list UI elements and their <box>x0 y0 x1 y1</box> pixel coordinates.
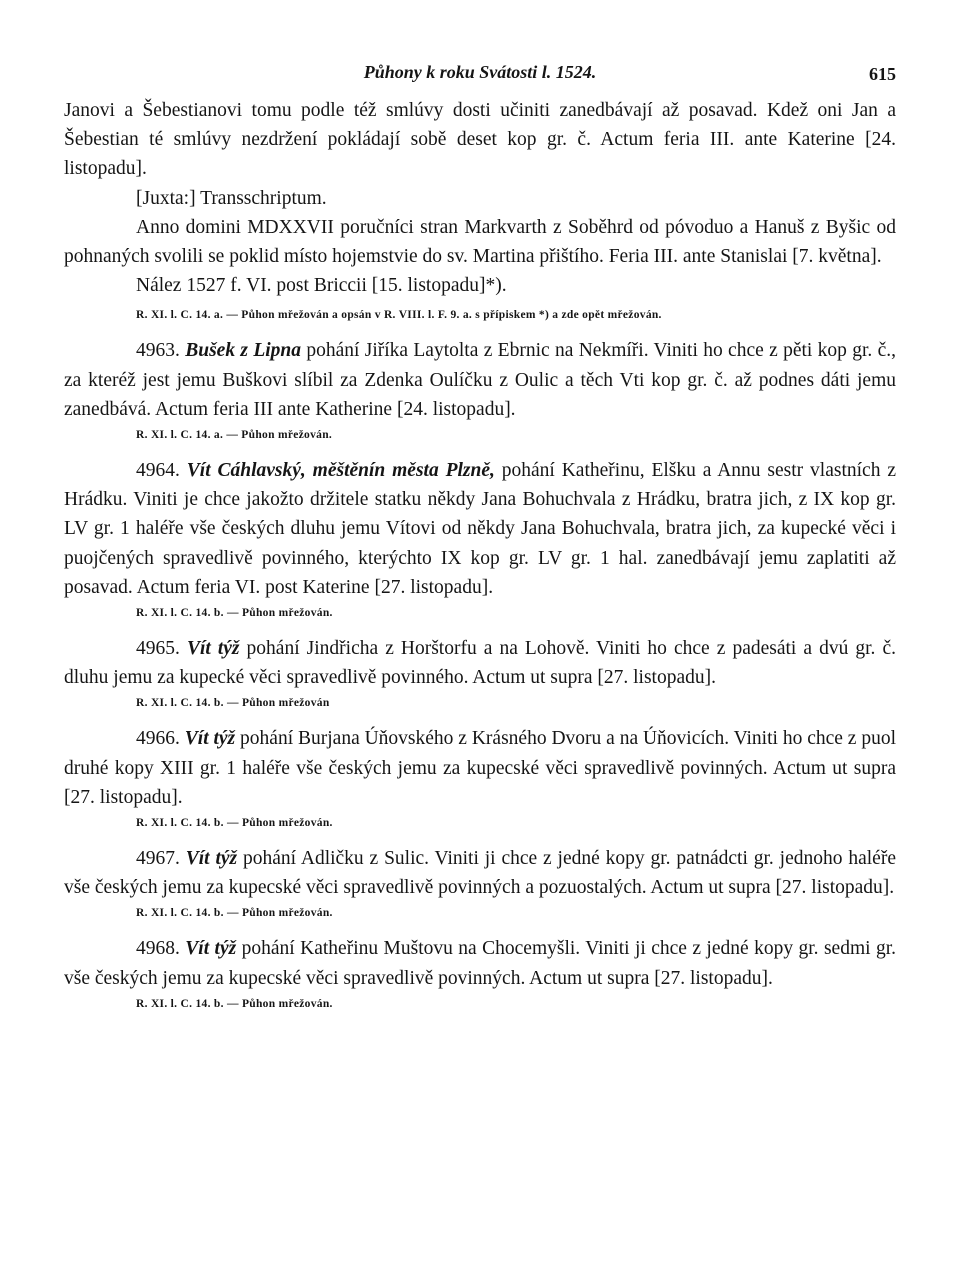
page-header <box>64 62 896 96</box>
entry-person: Vít týž <box>185 848 238 870</box>
entry-person: Vít Cáhlavský, měštěnín města Plzně, <box>186 460 495 482</box>
entry-number: 4963. <box>136 340 180 362</box>
entry-person: Vít týž <box>186 638 240 660</box>
entry-text: pohání Katheřinu, Elšku a Annu sestr vlastních z Hrádku. Viniti je chce jakožto držitele statku někdy Jana Bohuchvala z Hrádku, bratra jich, z IX kop gr. LV gr. 1 haléře vše českých dluhu jemu Vítovi od někdy Jana Bohuchvala, bratra jich, za kupecké věci i puojčených spravedlivě povinného, kterýchto IX kop gr. LV gr. 1 hal. zanedbávají jemu zaplatiti až posavad. Actum feria VI. post Katerine [27. listopadu]. <box>64 460 896 598</box>
entry-person: Vít týž <box>184 728 236 750</box>
archival-note: R. XI. l. C. 14. a. — Půhon mřežován. <box>136 429 333 442</box>
paragraph-continuation: Janovi a Šebestianovi tomu podle též smlúvy dosti učiniti zanedbávají až posavad. Kdež oni Jan a Šebestian té smlúvy nezdržení pokládají sobě deset kop gr. č. Actum feria III. ante Katerine [24. listopadu]. <box>64 100 896 180</box>
entry-4963 <box>64 336 896 424</box>
paragraph-anno-domini: Anno domini MDXXVII poručníci stran Markvarth z Soběhrd od póvoduo a Hanuš z Byšic od pohnaných svolili se poklid místo hojemstvie do sv. Martina přištího. Feria III. ante Stanislai [7. května]. <box>64 216 896 268</box>
entry-number: 4965. <box>136 638 180 660</box>
entry-text: pohání Jiříka Laytolta z Ebrnic na Nekmíři. Viniti ho chce z pěti kop gr. č., za kteréž jest jemu Buškovi slíbil za Zdenka Oulíčku z Oulic a těch Vti kop gr. č. až podnes dáti jemu zanedbává. Actum feria III ante Katherine [24. listopadu]. <box>64 340 897 420</box>
entry-number: 4964. <box>136 460 180 482</box>
document-page <box>64 62 896 1015</box>
archival-note: R. XI. l. C. 14. b. — Půhon mřežován. <box>136 997 333 1010</box>
entry-4967 <box>64 844 896 902</box>
entry-number: 4968. <box>136 938 180 960</box>
running-title: Půhony k roku Svátosti l. 1524. <box>363 62 597 82</box>
entry-4965 <box>64 634 896 692</box>
entry-person: Bušek z Lipna <box>185 340 301 362</box>
entry-number: 4967. <box>136 848 180 870</box>
archival-note: R. XI. l. C. 14. b. — Půhon mřežován. <box>136 907 333 920</box>
entry-text: pohání Adličku z Sulic. Viniti ji chce z jedné kopy gr. patnádcti gr. jednoho haléře vše českých jemu za kupecské věci spravedlivě povinných a pozuostalých. Actum ut supra [27. listopadu]. <box>64 848 896 899</box>
archival-note: R. XI. l. C. 14. b. — Půhon mřežován. <box>136 607 333 620</box>
entry-text: pohání Burjana Úňovského z Krásného Dvoru a na Úňovicích. Viniti ho chce z puol druhé kopy XIII gr. 1 haléře vše českých jemu za kupecské věci spravedlivě povinných. Actum ut supra [27. listopadu]. <box>64 728 897 808</box>
page-number: 615 <box>869 64 896 84</box>
archival-note: R. XI. l. C. 14. a. — Půhon mřežován a opsán v R. VIII. l. F. 9. a. s přípiskem *) a zde opět mřežován. <box>136 309 662 322</box>
entry-text: pohání Jindřicha z Horštorfu a na Lohově. Viniti ho chce z padesáti a dvú gr. č. dluhu jemu za kupecké věci spravedlivě povinného. Actum ut supra [27. listopadu]. <box>64 638 897 689</box>
entry-person: Vít týž <box>185 938 237 960</box>
entry-4966 <box>64 724 896 812</box>
archival-note: R. XI. l. C. 14. b. — Půhon mřežován <box>136 697 330 710</box>
archival-note: R. XI. l. C. 14. b. — Půhon mřežován. <box>136 817 333 830</box>
entry-text: pohání Katheřinu Muštovu na Chocemyšli. Viniti ji chce z jedné kopy gr. sedmi gr. vše českých jemu za kupecské věci spravedlivě povinných. Actum ut supra [27. listopadu]. <box>64 938 897 989</box>
entry-4968 <box>64 934 896 992</box>
paragraph-juxta: [Juxta:] Transschriptum. <box>136 187 327 209</box>
entry-4964 <box>64 456 896 602</box>
paragraph-nalez: Nález 1527 f. VI. post Briccii [15. listopadu]*). <box>136 275 507 297</box>
entry-number: 4966. <box>136 728 180 750</box>
